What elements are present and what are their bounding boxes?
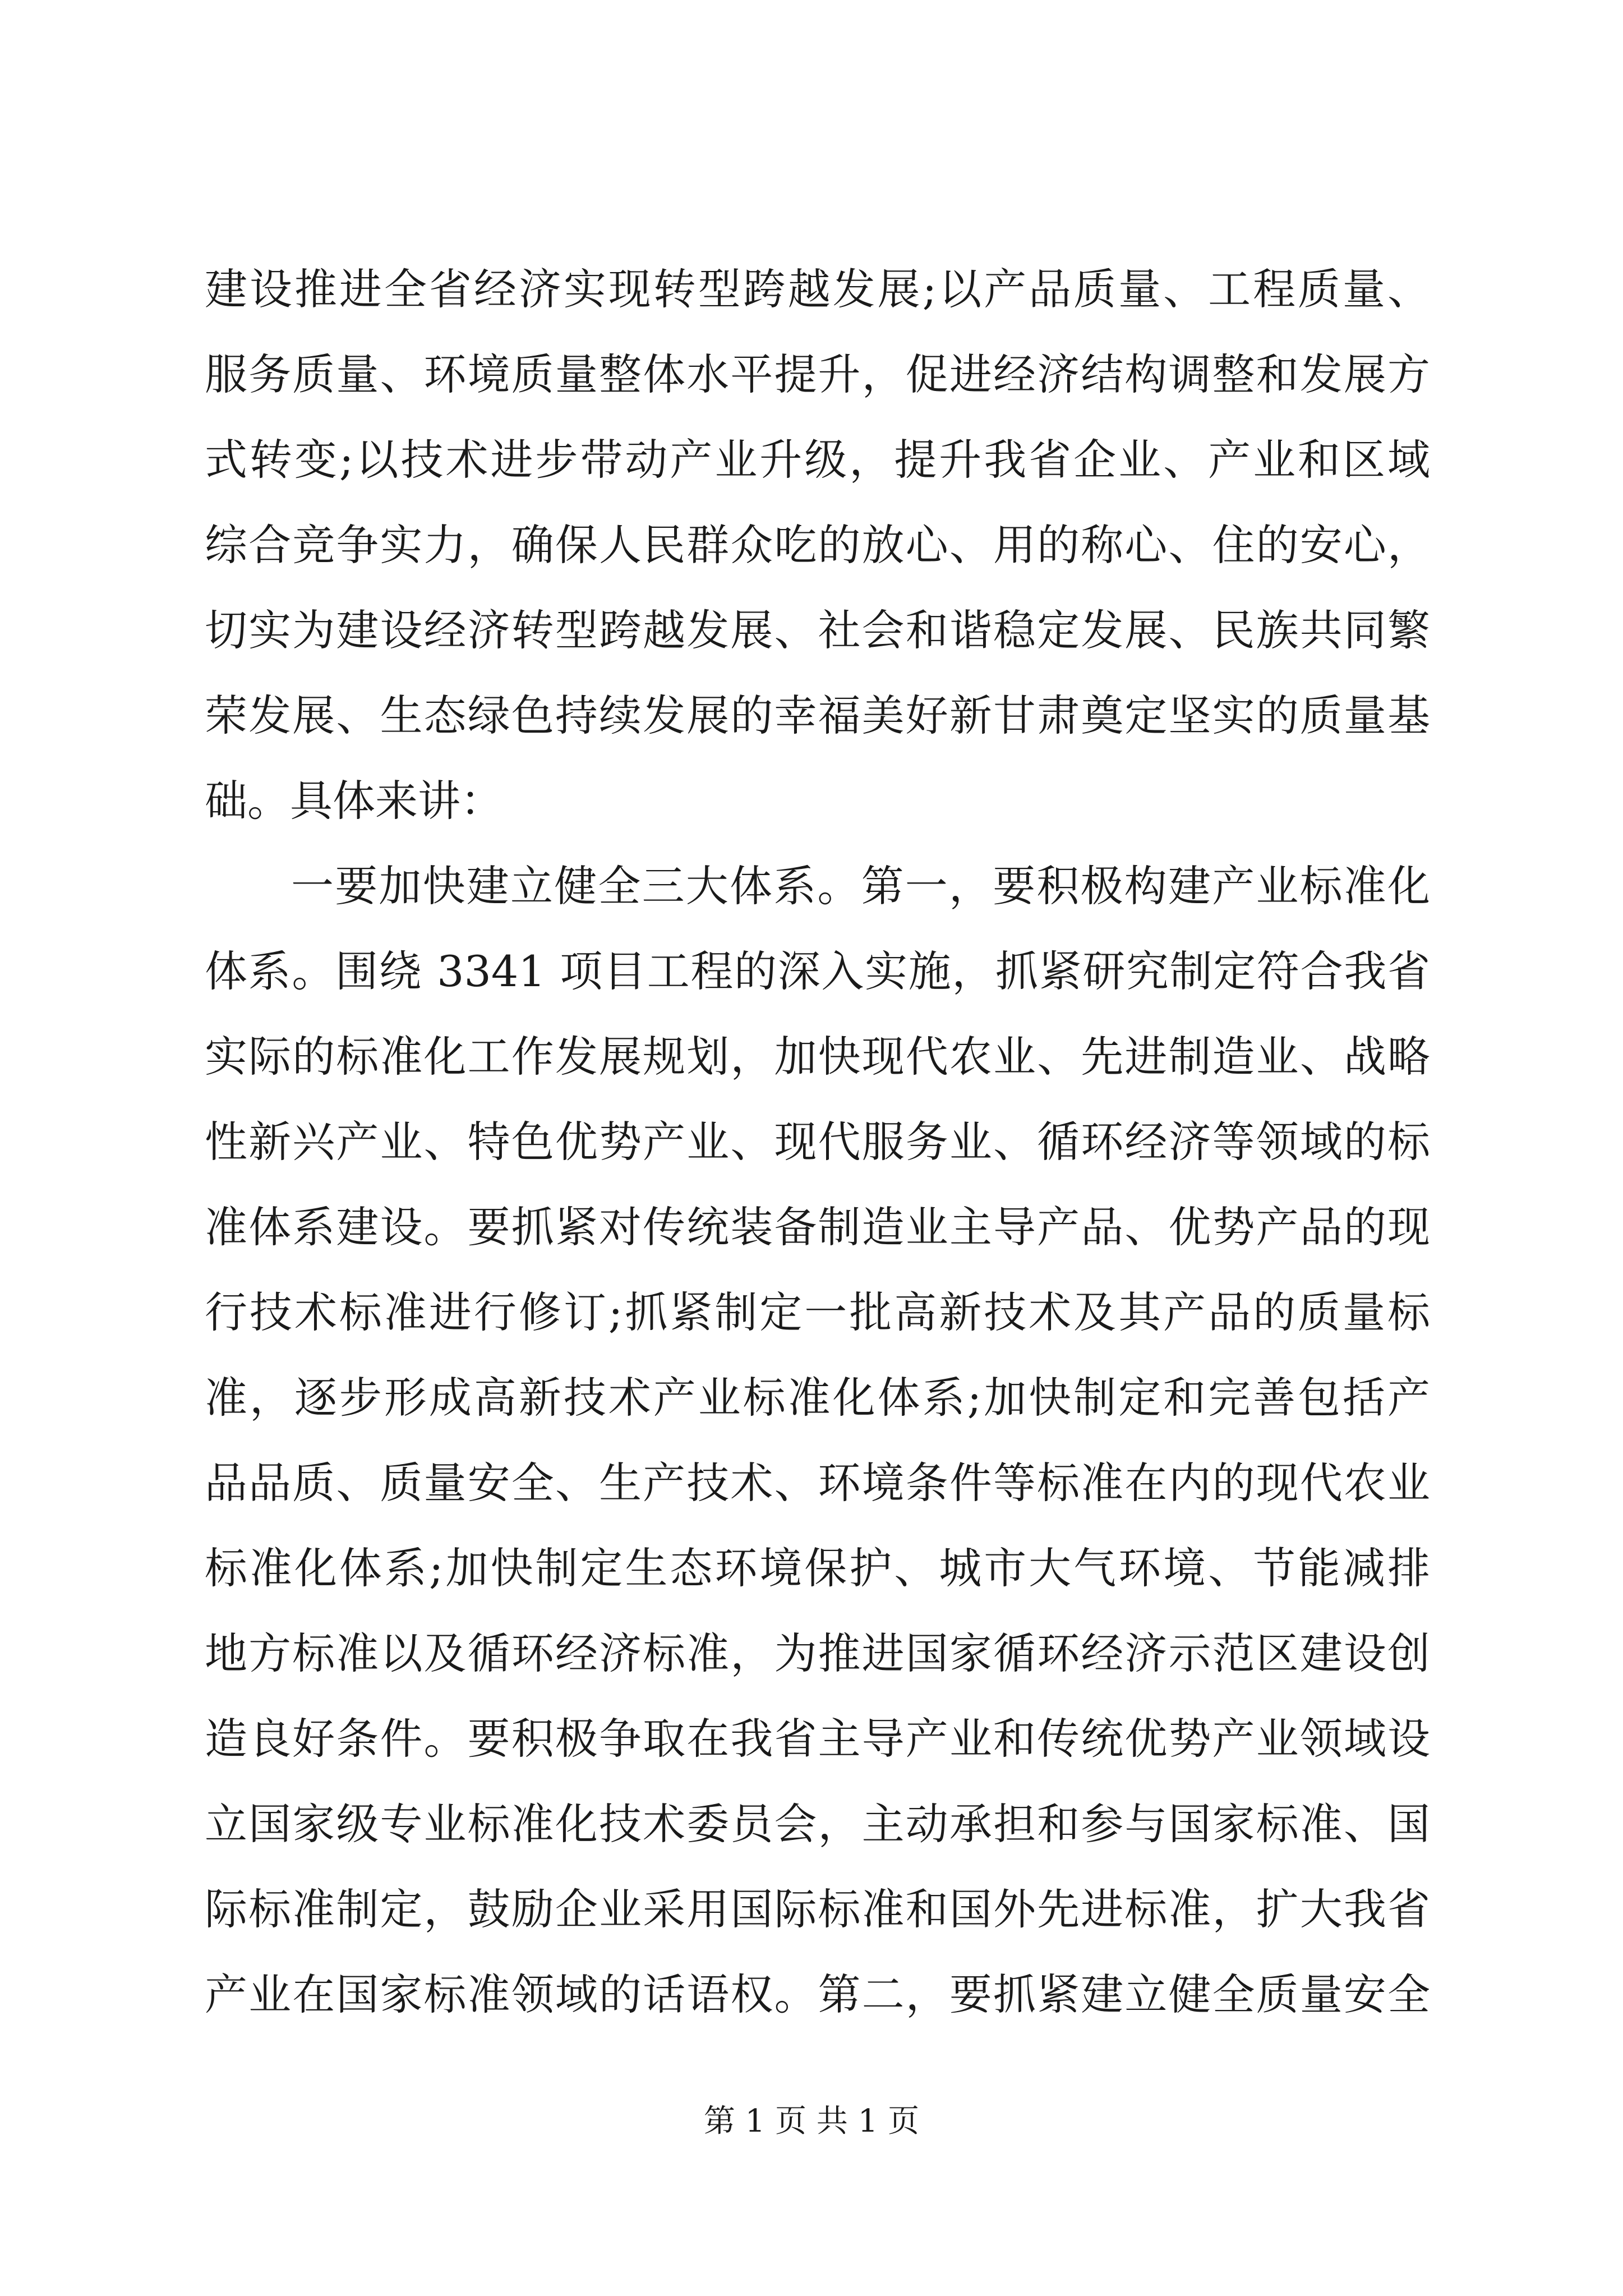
text-line: 行技术标准进行修订;抓紧制定一批高新技术及其产品的质量标 [205,1287,1430,1337]
text-line: 准体系建设。要抓紧对传统装备制造业主导产品、优势产品的现 [205,1202,1430,1252]
text-line: 标准化体系;加快制定生态环境保护、城市大气环境、节能减排 [205,1543,1430,1593]
text-line: 准，逐步形成高新技术产业标准化体系;加快制定和完善包括产 [205,1373,1430,1423]
text-line: 切实为建设经济转型跨越发展、社会和谐稳定发展、民族共同繁 [205,605,1430,655]
text-line: 实际的标准化工作发展规划，加快现代农业、先进制造业、战略 [205,1032,1430,1082]
text-line: 性新兴产业、特色优势产业、现代服务业、循环经济等领域的标 [205,1117,1430,1167]
text-line: 际标准制定，鼓励企业采用国际标准和国外先进标准，扩大我省 [205,1884,1430,1934]
text-line: 服务质量、环境质量整体水平提升，促进经济结构调整和发展方 [205,349,1430,399]
text-line: 荣发展、生态绿色持续发展的幸福美好新甘肃奠定坚实的质量基 [205,691,1430,740]
text-line: 造良好条件。要积极争取在我省主导产业和传统优势产业领域设 [205,1714,1430,1764]
text-line: 建设推进全省经济实现转型跨越发展;以产品质量、工程质量、 [205,264,1430,314]
text-line: 式转变;以技术进步带动产业升级，提升我省企业、产业和区域 [205,435,1430,485]
text-line: 体系。围绕 3341 项目工程的深入实施，抓紧研究制定符合我省 [205,946,1430,996]
text-line: 综合竞争实力，确保人民群众吃的放心、用的称心、住的安心， [205,520,1430,570]
text-line: 础。具体来讲： [205,776,503,826]
text-line: 产业在国家标准领域的话语权。第二，要抓紧建立健全质量安全 [205,1970,1430,2019]
text-line: 立国家级专业标准化技术委员会，主动承担和参与国家标准、国 [205,1799,1430,1849]
body-text [205,247,1430,2037]
text-line: 品品质、质量安全、生产技术、环境条件等标准在内的现代农业 [205,1458,1430,1508]
paragraph-first-line: 一要加快建立健全三大体系。第一，要积极构建产业标准化 [291,861,1430,911]
page-footer: 第 1 页 共 1 页 [703,2103,920,2139]
text-line: 地方标准以及循环经济标准，为推进国家循环经济示范区建设创 [205,1628,1430,1678]
